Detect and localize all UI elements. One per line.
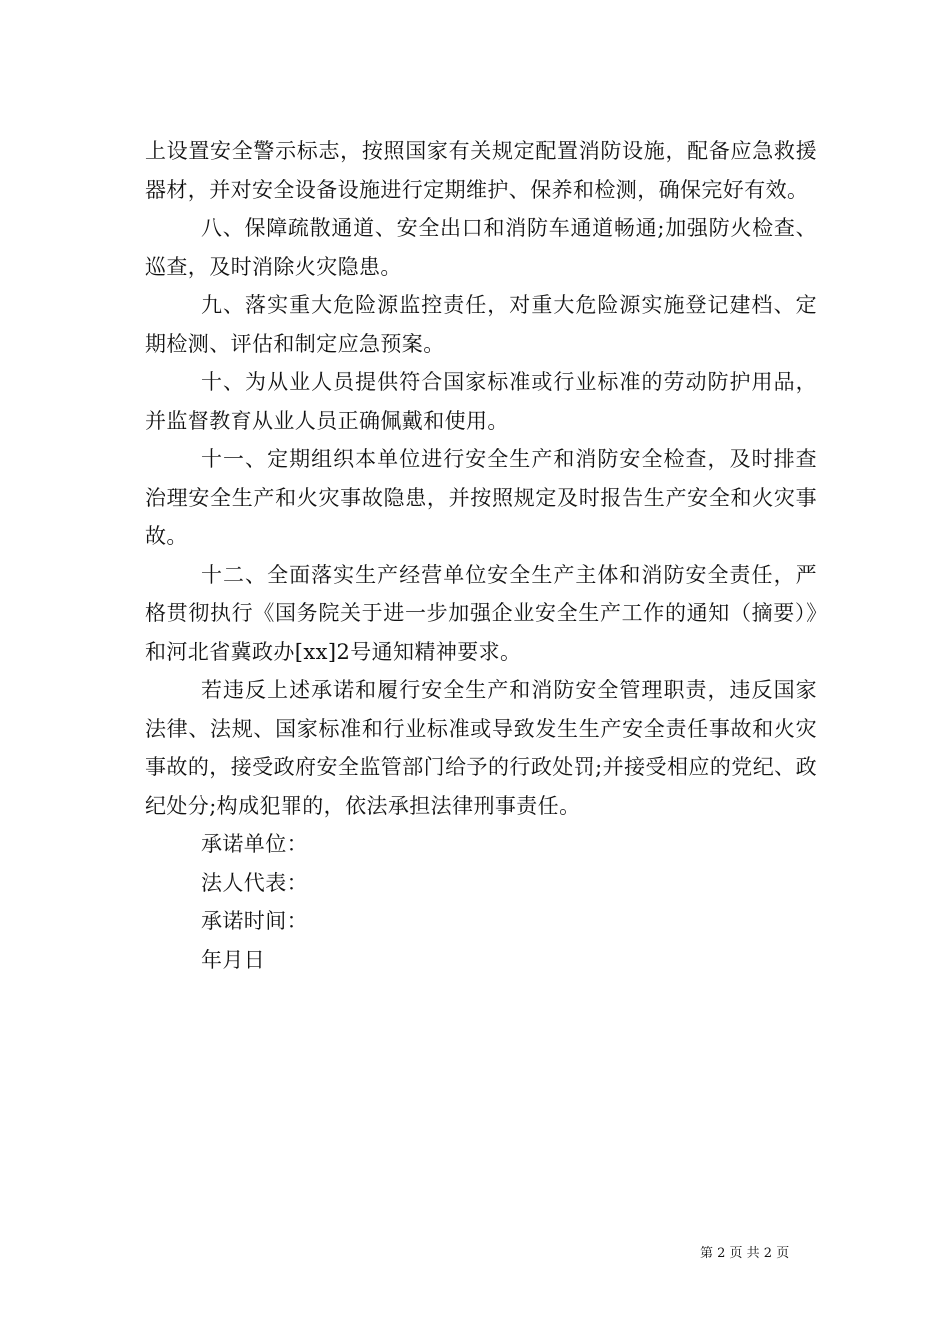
signature-date-label: 年月日 <box>201 947 266 972</box>
signature-time-label: 承诺时间： <box>201 909 308 933</box>
paragraph-item-11: 十一、定期组织本单位进行安全生产和消防安全检查，及时排查治理安全生产和火灾事故隐患，并按照规定及时报告生产安全和火灾事故。 <box>145 447 817 548</box>
signature-unit-label: 承诺单位： <box>201 832 308 856</box>
paragraph-continuation: 上设置安全警示标志，按照国家有关规定配置消防设施，配备应急救援器材，并对安全设备设施进行定期维护、保养和检测，确保完好有效。 <box>145 139 817 202</box>
paragraph-item-9: 九、落实重大危险源监控责任，对重大危险源实施登记建档、定期检测、评估和制定应急预案。 <box>145 293 817 356</box>
signature-block <box>145 825 817 979</box>
paragraph-liability: 若违反上述承诺和履行安全生产和消防安全管理职责，违反国家法律、法规、国家标准和行业标准或导致发生生产安全责任事故和火灾事故的，接受政府安全监管部门给予的行政处罚;并接受相应的党纪、政纪处分;构成犯罪的，依法承担法律刑事责任。 <box>145 678 817 818</box>
page-number-footer: 第 2 页 共 2 页 <box>700 1246 790 1261</box>
document-body <box>145 132 817 979</box>
paragraph-item-8: 八、保障疏散通道、安全出口和消防车通道畅通;加强防火检查、巡查，及时消除火灾隐患。 <box>145 216 817 279</box>
paragraph-item-10: 十、为从业人员提供符合国家标准或行业标准的劳动防护用品，并监督教育从业人员正确佩戴和使用。 <box>145 370 817 433</box>
signature-legal-rep-label: 法人代表： <box>201 870 308 895</box>
paragraph-item-12: 十二、全面落实生产经营单位安全生产主体和消防安全责任，严格贯彻执行《国务院关于进一步加强企业安全生产工作的通知（摘要）》和河北省冀政办[xx]2号通知精神要求。 <box>145 562 817 664</box>
